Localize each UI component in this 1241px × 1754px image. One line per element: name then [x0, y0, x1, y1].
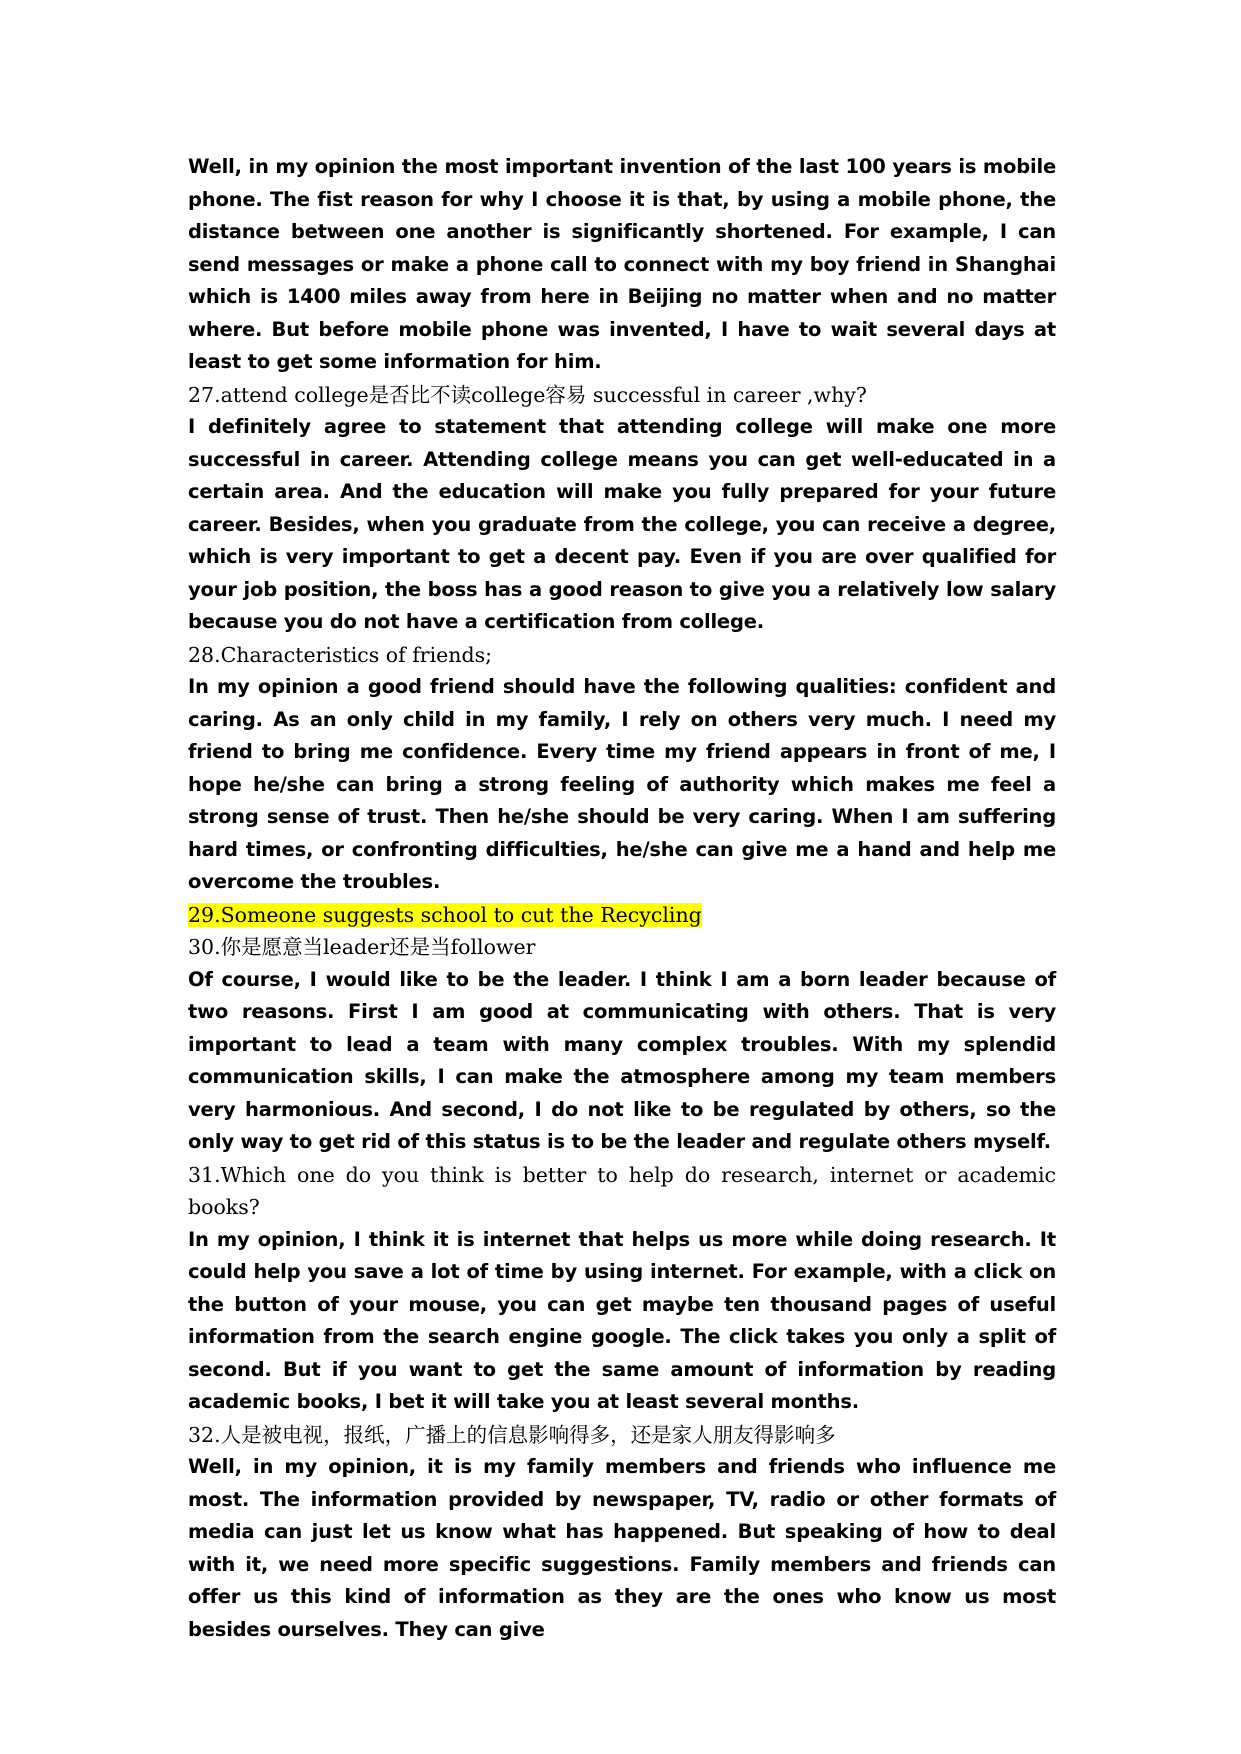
- question-heading: 27.attend college是否比不读college容易 successful in career ,why?: [188, 382, 867, 407]
- answer-paragraph: Of course, I would like to be the leader. I think I am a born leader because of two reasons. First I am good at communicating with others. That is very important to lead a team with many complex troubles. With my splendid communication skills, I can make the atmosphere among my team members very harmonious. And second, I do not like to be regulated by others, so the only way to get rid of this status is to be the leader and regulate others myself.: [188, 967, 1056, 1153]
- answer-paragraph: In my opinion, I think it is internet that helps us more while doing research. It could help you save a lot of time by using internet. For example, with a click on the button of your mouse, you can get maybe ten thousand pages of useful information from the search engine google. The click takes you only a split of second. But if you want to get the same amount of information by reading academic books, I bet it will take you at least several months.: [188, 1227, 1056, 1413]
- answer-paragraph: I definitely agree to statement that attending college will make one more successful in career. Attending college means you can get well-educated in a certain area. And the education will make you fully prepared for your future career. Besides, when you graduate from the college, you can receive a degree, which is very important to get a decent pay. Even if you are over qualified for your job position, the boss has a good reason to give you a relatively low salary because you do not have a certification from college.: [188, 415, 1056, 633]
- highlighted-question-heading: [188, 899, 1056, 932]
- question-heading: 30.你是愿意当leader还是当follower: [188, 935, 536, 959]
- question-heading: 28.Characteristics of friends;: [188, 642, 493, 667]
- question-heading: 31.Which one do you think is better to help do research, internet or academic books?: [188, 1162, 1056, 1219]
- highlighted-text: 29.Someone suggests school to cut the Recycling: [188, 902, 702, 927]
- question-heading: 32.人是被电视，报纸，广播上的信息影响得多，还是家人朋友得影响多: [188, 1422, 836, 1447]
- answer-paragraph: Well, in my opinion, it is my family members and friends who influence me most. The information provided by newspaper, TV, radio or other formats of media can just let us know what has happened. But speaking of how to deal with it, we need more specific suggestions. Family members and friends can offer us this kind of information as they are the ones who know us most besides ourselves. They can give: [188, 1455, 1056, 1641]
- answer-paragraph: In my opinion a good friend should have the following qualities: confident and caring. As an only child in my family, I rely on others very much. I need my friend to bring me confidence. Every time my friend appears in front of me, I hope he/she can bring a strong feeling of authority which makes me feel a strong sense of trust. Then he/she should be very caring. When I am suffering hard times, or confronting difficulties, he/she can give me a hand and help me overcome the troubles.: [188, 675, 1056, 893]
- answer-paragraph: Well, in my opinion the most important invention of the last 100 years is mobile phone. The fist reason for why I choose it is that, by using a mobile phone, the distance between one another is significantly shortened. For example, I can send messages or make a phone call to connect with my boy friend in Shanghai which is 1400 miles away from here in Beijing no matter when and no matter where. But before mobile phone was invented, I have to wait several days at least to get some information for him.: [188, 155, 1056, 373]
- document-page: [188, 151, 1056, 1646]
